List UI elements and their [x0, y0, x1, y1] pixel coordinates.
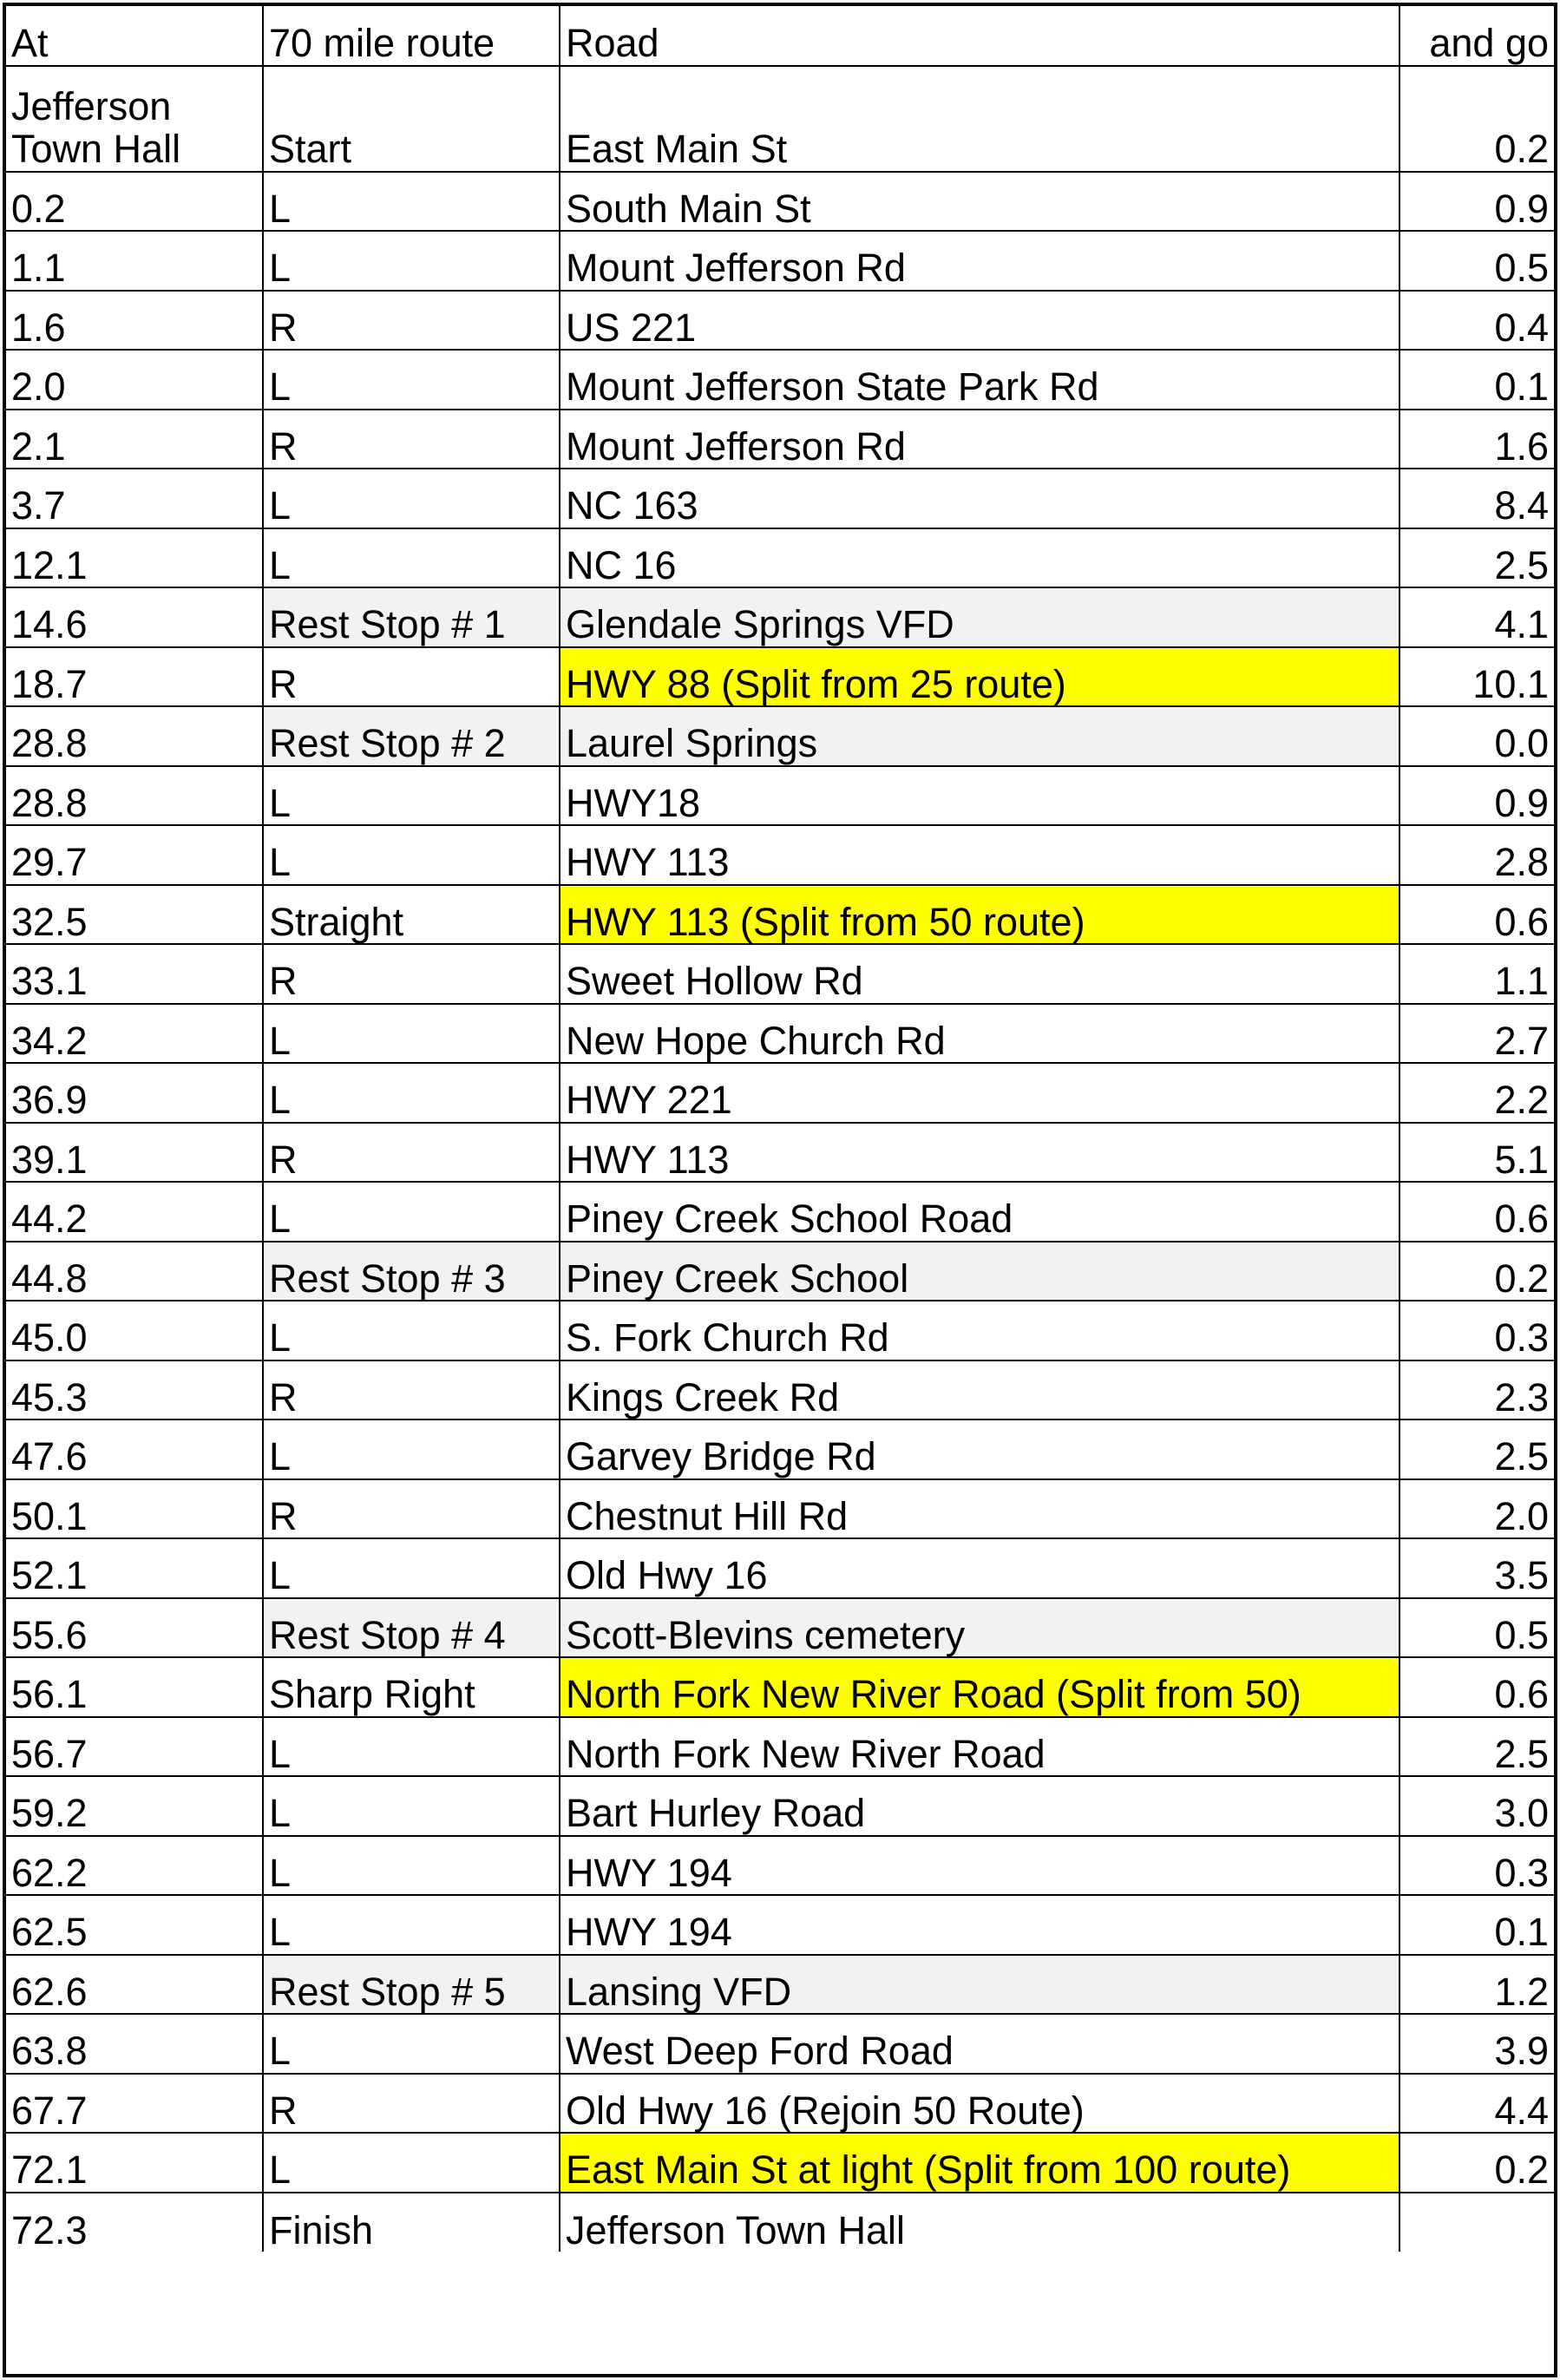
- cell-road: HWY 221: [560, 1063, 1399, 1123]
- cell-go: 0.6: [1399, 885, 1554, 945]
- cell-go: 4.4: [1399, 2074, 1554, 2134]
- cell-go: 0.9: [1399, 172, 1554, 232]
- cell-road: Chestnut Hill Rd: [560, 1479, 1399, 1539]
- table-row: [6, 1301, 1554, 1360]
- cell-road: US 221: [560, 291, 1399, 351]
- cell-go: 0.3: [1399, 1836, 1554, 1896]
- cell-road: Old Hwy 16 (Rejoin 50 Route): [560, 2074, 1399, 2134]
- table-row: [6, 1776, 1554, 1836]
- cell-go: 2.5: [1399, 1717, 1554, 1777]
- cell-direction: Rest Stop # 3: [263, 1242, 560, 1301]
- cell-at: 63.8: [6, 2014, 263, 2074]
- cell-go: 0.0: [1399, 706, 1554, 766]
- cell-direction: Rest Stop # 5: [263, 1955, 560, 2015]
- cell-direction: R: [263, 944, 560, 1004]
- cell-go: 3.9: [1399, 2014, 1554, 2074]
- cell-road: Jefferson Town Hall: [560, 2193, 1399, 2252]
- table-row: [6, 1360, 1554, 1420]
- cell-road: Mount Jefferson State Park Rd: [560, 350, 1399, 410]
- cell-road: New Hope Church Rd: [560, 1004, 1399, 1064]
- cell-road: North Fork New River Road (Split from 50): [560, 1657, 1399, 1717]
- cell-road: East Main St: [560, 66, 1399, 172]
- cell-go: 0.4: [1399, 291, 1554, 351]
- cell-go: 2.7: [1399, 1004, 1554, 1064]
- cell-at: 56.1: [6, 1657, 263, 1717]
- cell-direction: L: [263, 350, 560, 410]
- table-row: [6, 825, 1554, 885]
- cue-sheet: [3, 3, 1557, 2377]
- cell-direction: R: [263, 410, 560, 469]
- cell-at: 50.1: [6, 1479, 263, 1539]
- cell-go: 0.2: [1399, 1242, 1554, 1301]
- cell-at: 55.6: [6, 1598, 263, 1658]
- cell-direction: L: [263, 528, 560, 588]
- cell-direction: R: [263, 1360, 560, 1420]
- cell-go: 1.1: [1399, 944, 1554, 1004]
- cell-at: 45.3: [6, 1360, 263, 1420]
- cell-road: Mount Jefferson Rd: [560, 231, 1399, 291]
- cell-at: 62.5: [6, 1895, 263, 1955]
- cell-go: 10.1: [1399, 647, 1554, 707]
- cell-at: 47.6: [6, 1419, 263, 1479]
- cell-direction: Start: [263, 66, 560, 172]
- cell-go: 2.5: [1399, 528, 1554, 588]
- cell-at: 2.0: [6, 350, 263, 410]
- cell-at: 14.6: [6, 587, 263, 647]
- table-row: [6, 766, 1554, 826]
- cell-road: Scott-Blevins cemetery: [560, 1598, 1399, 1658]
- cell-direction: Finish: [263, 2193, 560, 2252]
- cell-direction: L: [263, 1895, 560, 1955]
- cell-direction: Rest Stop # 1: [263, 587, 560, 647]
- cell-at: 33.1: [6, 944, 263, 1004]
- cell-road: Mount Jefferson Rd: [560, 410, 1399, 469]
- cell-road: Kings Creek Rd: [560, 1360, 1399, 1420]
- cell-at: 34.2: [6, 1004, 263, 1064]
- cell-road: Glendale Springs VFD: [560, 587, 1399, 647]
- cell-direction: L: [263, 1182, 560, 1242]
- table-row: [6, 410, 1554, 469]
- table-row: [6, 1063, 1554, 1123]
- table-row: [6, 469, 1554, 528]
- cell-road: NC 16: [560, 528, 1399, 588]
- cell-road: HWY 88 (Split from 25 route): [560, 647, 1399, 707]
- cell-go: 1.6: [1399, 410, 1554, 469]
- table-row: [6, 1955, 1554, 2015]
- cell-at: 36.9: [6, 1063, 263, 1123]
- cell-at: 59.2: [6, 1776, 263, 1836]
- cell-go: 0.2: [1399, 2133, 1554, 2193]
- cell-direction: L: [263, 2133, 560, 2193]
- header-row: [6, 6, 1554, 66]
- table-row: [6, 172, 1554, 232]
- cell-road: NC 163: [560, 469, 1399, 528]
- cell-direction: L: [263, 2014, 560, 2074]
- cell-at: Jefferson Town Hall: [6, 66, 263, 172]
- cell-at: 32.5: [6, 885, 263, 945]
- table-row: [6, 944, 1554, 1004]
- header-go: and go: [1399, 6, 1554, 66]
- cell-go: 4.1: [1399, 587, 1554, 647]
- cell-road: Bart Hurley Road: [560, 1776, 1399, 1836]
- cell-road: East Main St at light (Split from 100 route): [560, 2133, 1399, 2193]
- cell-road: Lansing VFD: [560, 1955, 1399, 2015]
- cell-road: HWY 113 (Split from 50 route): [560, 885, 1399, 945]
- table-row: [6, 1419, 1554, 1479]
- cell-go: 8.4: [1399, 469, 1554, 528]
- cell-direction: L: [263, 172, 560, 232]
- cell-go: 2.8: [1399, 825, 1554, 885]
- cell-go: 0.1: [1399, 350, 1554, 410]
- cell-direction: L: [263, 1717, 560, 1777]
- table-row: [6, 885, 1554, 945]
- header-at: At: [6, 6, 263, 66]
- route-table: [6, 6, 1554, 2252]
- cell-go: 0.6: [1399, 1182, 1554, 1242]
- cell-road: HWY 113: [560, 825, 1399, 885]
- cell-at: 2.1: [6, 410, 263, 469]
- cell-at: 1.1: [6, 231, 263, 291]
- table-row: [6, 2133, 1554, 2193]
- cell-at: 28.8: [6, 706, 263, 766]
- table-row: [6, 1242, 1554, 1301]
- cell-at: 18.7: [6, 647, 263, 707]
- cell-go: 2.0: [1399, 1479, 1554, 1539]
- cell-road: S. Fork Church Rd: [560, 1301, 1399, 1360]
- table-row: [6, 1717, 1554, 1777]
- cell-road: Piney Creek School: [560, 1242, 1399, 1301]
- cell-road: West Deep Ford Road: [560, 2014, 1399, 2074]
- table-row: [6, 2193, 1554, 2252]
- cell-road: North Fork New River Road: [560, 1717, 1399, 1777]
- cell-at: 62.6: [6, 1955, 263, 2015]
- cell-direction: R: [263, 2074, 560, 2134]
- cell-at: 3.7: [6, 469, 263, 528]
- cell-at: 28.8: [6, 766, 263, 826]
- cell-at: 45.0: [6, 1301, 263, 1360]
- table-row: [6, 1836, 1554, 1896]
- cell-go: 0.3: [1399, 1301, 1554, 1360]
- cell-at: 72.3: [6, 2193, 263, 2252]
- cell-at: 1.6: [6, 291, 263, 351]
- cell-direction: L: [263, 1776, 560, 1836]
- cell-at: 39.1: [6, 1123, 263, 1183]
- cell-at: 72.1: [6, 2133, 263, 2193]
- table-row: [6, 1538, 1554, 1598]
- cell-direction: L: [263, 469, 560, 528]
- cell-direction: Rest Stop # 2: [263, 706, 560, 766]
- cell-direction: L: [263, 1301, 560, 1360]
- cell-go: 3.5: [1399, 1538, 1554, 1598]
- cell-direction: L: [263, 231, 560, 291]
- table-row: [6, 2074, 1554, 2134]
- cell-go: 1.2: [1399, 1955, 1554, 2015]
- table-row: [6, 291, 1554, 351]
- header-road: Road: [560, 6, 1399, 66]
- cell-road: Piney Creek School Road: [560, 1182, 1399, 1242]
- cell-at: 12.1: [6, 528, 263, 588]
- table-row: [6, 647, 1554, 707]
- cell-at: 0.2: [6, 172, 263, 232]
- cell-at: 29.7: [6, 825, 263, 885]
- cell-road: South Main St: [560, 172, 1399, 232]
- cell-direction: L: [263, 1004, 560, 1064]
- header-route: 70 mile route: [263, 6, 560, 66]
- cell-go: 2.5: [1399, 1419, 1554, 1479]
- table-row: [6, 1895, 1554, 1955]
- cell-at: 62.2: [6, 1836, 263, 1896]
- table-row: [6, 1657, 1554, 1717]
- cell-go: 5.1: [1399, 1123, 1554, 1183]
- cell-go: 0.2: [1399, 66, 1554, 172]
- table-row: [6, 66, 1554, 172]
- cell-go: 3.0: [1399, 1776, 1554, 1836]
- cell-direction: L: [263, 1538, 560, 1598]
- cell-direction: Sharp Right: [263, 1657, 560, 1717]
- table-row: [6, 1598, 1554, 1658]
- cell-road: Sweet Hollow Rd: [560, 944, 1399, 1004]
- cell-at: 52.1: [6, 1538, 263, 1598]
- cell-direction: R: [263, 291, 560, 351]
- cell-road: Laurel Springs: [560, 706, 1399, 766]
- cell-road: Old Hwy 16: [560, 1538, 1399, 1598]
- table-row: [6, 706, 1554, 766]
- cell-road: Garvey Bridge Rd: [560, 1419, 1399, 1479]
- cell-go: 2.3: [1399, 1360, 1554, 1420]
- cell-direction: L: [263, 1836, 560, 1896]
- table-row: [6, 528, 1554, 588]
- cell-road: HWY 194: [560, 1836, 1399, 1896]
- cell-direction: L: [263, 825, 560, 885]
- cell-road: HWY 113: [560, 1123, 1399, 1183]
- cell-go: 2.2: [1399, 1063, 1554, 1123]
- cell-road: HWY 194: [560, 1895, 1399, 1955]
- table-row: [6, 1182, 1554, 1242]
- cell-direction: L: [263, 1063, 560, 1123]
- table-row: [6, 1123, 1554, 1183]
- cell-go: 0.9: [1399, 766, 1554, 826]
- cell-at: 56.7: [6, 1717, 263, 1777]
- table-row: [6, 2014, 1554, 2074]
- cell-go: 0.5: [1399, 231, 1554, 291]
- table-row: [6, 231, 1554, 291]
- cell-go: [1399, 2193, 1554, 2252]
- cell-direction: Rest Stop # 4: [263, 1598, 560, 1658]
- cell-direction: R: [263, 647, 560, 707]
- cell-at: 67.7: [6, 2074, 263, 2134]
- table-row: [6, 1479, 1554, 1539]
- cell-direction: Straight: [263, 885, 560, 945]
- cell-direction: L: [263, 1419, 560, 1479]
- table-row: [6, 350, 1554, 410]
- cell-go: 0.6: [1399, 1657, 1554, 1717]
- cell-go: 0.1: [1399, 1895, 1554, 1955]
- cell-direction: R: [263, 1123, 560, 1183]
- cell-direction: L: [263, 766, 560, 826]
- cell-road: HWY18: [560, 766, 1399, 826]
- cell-direction: R: [263, 1479, 560, 1539]
- table-row: [6, 1004, 1554, 1064]
- cell-go: 0.5: [1399, 1598, 1554, 1658]
- cell-at: 44.8: [6, 1242, 263, 1301]
- table-row: [6, 587, 1554, 647]
- cell-at: 44.2: [6, 1182, 263, 1242]
